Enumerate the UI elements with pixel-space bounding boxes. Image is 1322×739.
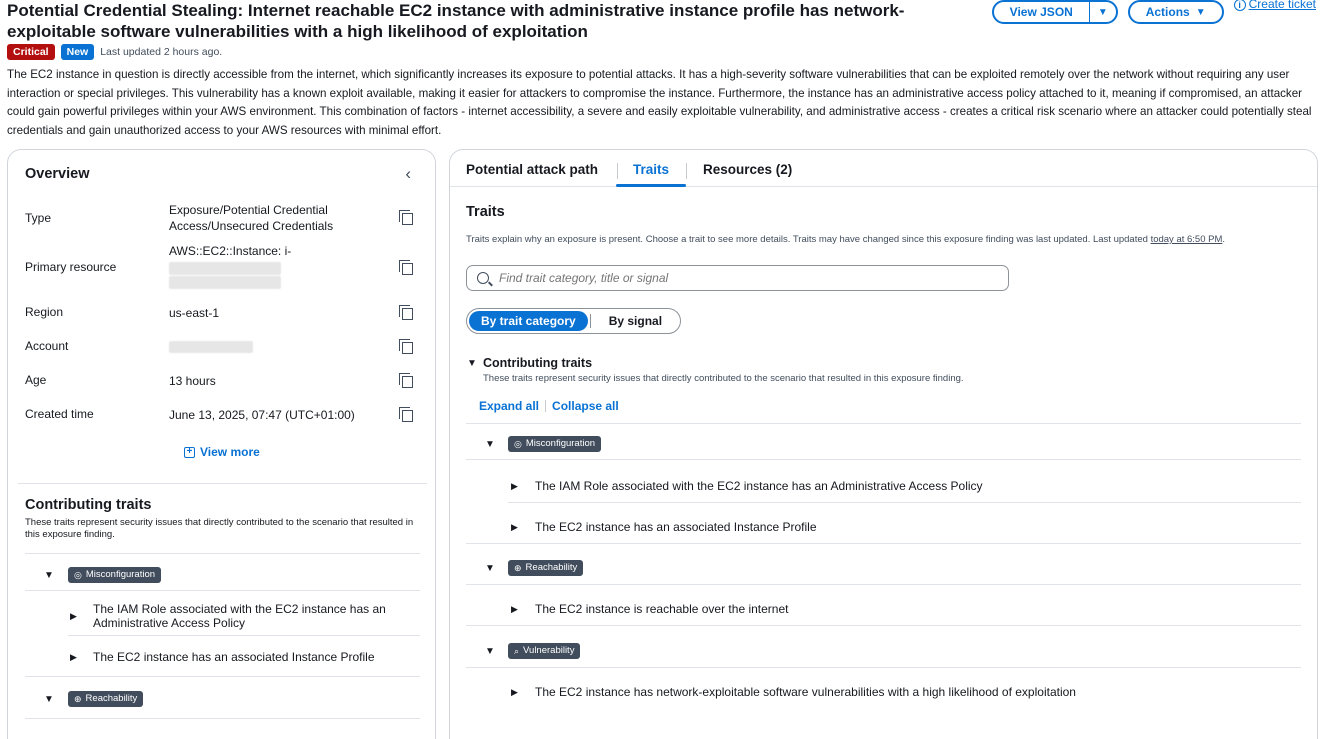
divider xyxy=(466,543,1301,544)
trait-category-chip xyxy=(508,436,601,452)
traits-description xyxy=(466,234,1225,245)
expand-all-link[interactable]: Expand all xyxy=(479,399,540,413)
trait-item[interactable]: The EC2 instance has network-exploitable software vulnerabilities with a high likelihood of exploitation xyxy=(535,685,1076,699)
overview-value xyxy=(169,243,359,289)
overview-value: June 13, 2025, 07:47 (UTC+01:00) xyxy=(169,408,355,422)
tab-resources[interactable]: Resources (2) xyxy=(703,162,793,177)
trait-category-chip xyxy=(508,560,583,576)
segment-by-trait-category[interactable]: By trait category xyxy=(469,311,588,331)
caret-down-icon: ▼ xyxy=(1195,6,1206,18)
overview-value: us-east-1 xyxy=(169,306,220,320)
tab-traits[interactable]: Traits xyxy=(633,162,670,177)
collapse-chevron-icon[interactable]: ‹ xyxy=(405,164,411,183)
traits-title: Traits xyxy=(466,204,505,220)
link-separator xyxy=(545,400,546,412)
badge-row xyxy=(7,43,982,60)
view-more-label: View more xyxy=(200,445,260,459)
trait-item[interactable]: The IAM Role associated with the EC2 instance has an Administrative Access Policy xyxy=(93,602,386,630)
create-ticket-link[interactable] xyxy=(1234,0,1316,11)
resource-prefix: AWS::EC2::Instance: i- xyxy=(169,244,292,258)
copy-icon[interactable] xyxy=(399,373,413,387)
info-icon: i xyxy=(1234,0,1246,11)
trait-category-chip xyxy=(68,691,143,707)
overview-title: Overview xyxy=(25,166,90,182)
search-icon xyxy=(477,272,489,284)
overview-label: Primary resource xyxy=(25,260,117,274)
severity-badge: Critical xyxy=(7,44,55,60)
trait-item[interactable]: The EC2 instance has an associated Instance Profile xyxy=(535,520,817,534)
create-ticket-label: Create ticket xyxy=(1248,0,1316,11)
contributing-traits-subtitle: These traits represent security issues that directly contributed to the scenario that resulted in this exposure finding. xyxy=(25,517,414,540)
globe-icon: ⊕ xyxy=(74,694,82,704)
contributing-traits-subtext: These traits represent security issues that directly contributed to the scenario that resulted in this exposure finding. xyxy=(483,373,964,384)
expand-collapse-links xyxy=(479,397,619,415)
top-actions xyxy=(992,0,1316,24)
actions-button[interactable] xyxy=(1128,0,1224,24)
trait-search-box xyxy=(466,265,1009,291)
redacted-account xyxy=(169,341,253,353)
expand-triangle-icon[interactable]: ▶ xyxy=(511,687,518,697)
expand-triangle-icon[interactable]: ▶ xyxy=(70,652,77,662)
divider xyxy=(25,676,420,677)
expand-triangle-icon[interactable]: ▶ xyxy=(511,481,518,491)
last-updated-text: Last updated 2 hours ago. xyxy=(100,45,223,58)
view-mode-segmented-control xyxy=(466,308,681,334)
actions-label: Actions xyxy=(1145,5,1190,19)
divider xyxy=(466,667,1301,668)
divider xyxy=(25,718,420,719)
gear-icon: ◎ xyxy=(514,439,522,449)
divider xyxy=(25,590,420,591)
overview-value: Exposure/Potential Credential Access/Unsecured Credentials xyxy=(169,203,334,233)
copy-icon[interactable] xyxy=(399,260,413,274)
divider xyxy=(18,483,427,484)
page-title: Potential Credential Stealing: Internet reachable EC2 instance with administrative instance profile has network-exploitable software vulnerabilities with a high likelihood of exploitation xyxy=(7,1,905,41)
copy-icon[interactable] xyxy=(399,407,413,421)
divider xyxy=(508,502,1301,503)
expand-triangle-icon[interactable]: ▼ xyxy=(485,563,495,574)
status-badge: New xyxy=(61,44,95,60)
chip-label: Vulnerability xyxy=(523,645,575,656)
traits-description-text: Traits explain why an exposure is present. Choose a trait to see more details. Traits may have changed since this exposure finding was last updated. Last updated xyxy=(466,234,1151,245)
finding-description: The EC2 instance in question is directly accessible from the internet, which significantly increases its exposure to potential attacks. It has a high-severity software vulnerabilities that can be exploited remotely over the network without requiring any user interaction or special privileges. This vulnerability has a known exploit available, making it easier for attackers to compromise the instance. Furthermore, the instance has an administrative access policy attached to it, meaning if compromised, an attacker could gain powerful privileges within your AWS environment. This combination of factors - internet accessibility, a severe and easily exploitable vulnerability, and administrative access - creates a critical risk scenario where an attacker could potentially steal credentials and gain unauthorized access to your AWS resources with minimal effort. xyxy=(7,68,1312,137)
tab-potential-attack-path[interactable]: Potential attack path xyxy=(466,162,599,177)
overview-value xyxy=(169,339,359,353)
segment-by-signal[interactable]: By signal xyxy=(608,314,663,328)
segment-divider xyxy=(590,314,591,328)
copy-icon[interactable] xyxy=(399,305,413,319)
divider xyxy=(68,635,420,636)
expand-triangle-icon[interactable]: ▶ xyxy=(511,604,518,614)
chip-label: Reachability xyxy=(525,562,578,573)
divider xyxy=(466,625,1301,626)
details-panel xyxy=(449,149,1318,739)
chip-label: Reachability xyxy=(85,693,138,704)
overview-panel xyxy=(7,149,436,739)
tab-bar xyxy=(450,150,1317,187)
contributing-traits-heading[interactable]: Contributing traits xyxy=(483,356,593,370)
traits-description-end: . xyxy=(1222,234,1226,245)
trait-category-chip xyxy=(508,643,580,659)
overview-value: 13 hours xyxy=(169,374,216,388)
overview-label: Type xyxy=(25,211,52,225)
overview-label: Created time xyxy=(25,407,94,421)
trait-search-input[interactable] xyxy=(497,270,987,286)
view-more-link[interactable] xyxy=(184,445,260,459)
gear-icon: ◎ xyxy=(74,570,82,580)
search-bug-icon: ⌕ xyxy=(514,646,520,656)
overview-label: Age xyxy=(25,373,47,387)
active-tab-indicator xyxy=(616,184,686,187)
divider xyxy=(466,459,1301,460)
view-json-button[interactable]: View JSON xyxy=(1009,5,1073,19)
trait-item[interactable]: The EC2 instance has an associated Instance Profile xyxy=(93,650,375,664)
copy-icon[interactable] xyxy=(399,339,413,353)
copy-icon[interactable] xyxy=(399,210,413,224)
view-json-split-button xyxy=(992,0,1118,24)
expand-plus-icon: + xyxy=(184,447,195,458)
divider xyxy=(25,553,420,554)
redacted-block xyxy=(169,262,281,275)
expand-triangle-icon[interactable]: ▼ xyxy=(44,570,54,581)
expand-triangle-icon[interactable]: ▼ xyxy=(44,694,54,705)
expand-triangle-icon[interactable]: ▼ xyxy=(485,646,495,657)
last-updated-link[interactable]: today at 6:50 PM xyxy=(1150,234,1223,245)
tab-separator xyxy=(617,163,618,179)
expand-triangle-icon[interactable]: ▶ xyxy=(511,522,518,532)
redacted-block xyxy=(169,276,281,289)
trait-category-chip xyxy=(68,567,161,583)
trait-item[interactable]: The EC2 instance is reachable over the internet xyxy=(535,602,789,616)
chip-label: Misconfiguration xyxy=(525,438,596,449)
page-header xyxy=(7,0,982,60)
globe-icon: ⊕ xyxy=(514,563,522,573)
overview-label: Account xyxy=(25,339,69,353)
expand-triangle-icon[interactable]: ▶ xyxy=(70,611,77,621)
expand-triangle-icon[interactable]: ▼ xyxy=(485,439,495,450)
contributing-traits-title: Contributing traits xyxy=(25,497,152,513)
collapse-all-link[interactable]: Collapse all xyxy=(552,399,619,413)
expand-triangle-icon[interactable]: ▼ xyxy=(467,358,477,369)
divider xyxy=(466,423,1301,424)
trait-item[interactable]: The IAM Role associated with the EC2 instance has an Administrative Access Policy xyxy=(535,479,983,493)
chip-label: Misconfiguration xyxy=(85,569,156,580)
tab-separator xyxy=(686,163,687,179)
view-json-dropdown-icon[interactable]: ▼ xyxy=(1089,2,1116,22)
divider xyxy=(466,584,1301,585)
overview-label: Region xyxy=(25,305,64,319)
